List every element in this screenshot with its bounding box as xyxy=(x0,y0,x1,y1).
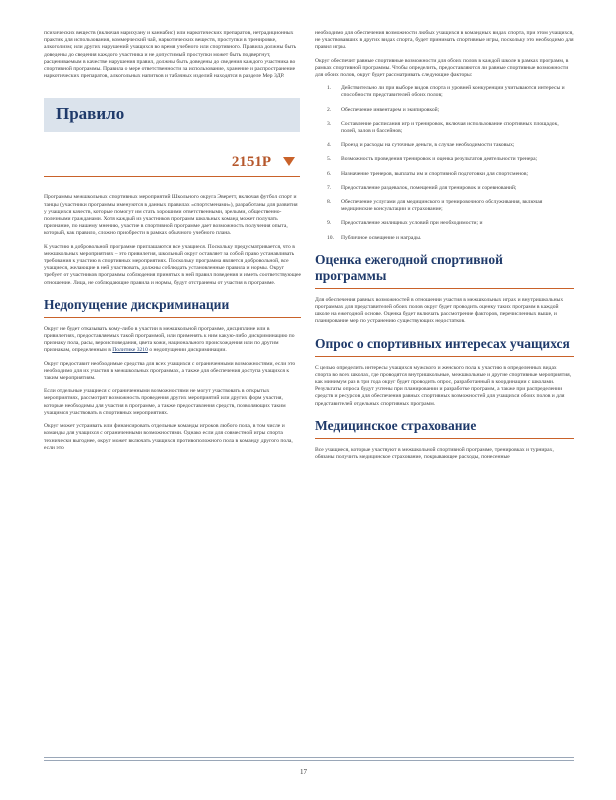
list-number: 9. xyxy=(327,220,332,227)
list-number: 10. xyxy=(327,234,334,241)
nondiscrimination-paragraph-1 xyxy=(44,326,301,355)
nondiscrimination-paragraph-2: Округ предоставит необходимые средства для всех учащихся с ограниченными возможностями, если это необходимо для их участия в межшкольных программах, а также для обеспечения доступа учащихся к таким мероприятиям. xyxy=(44,360,296,382)
right-column xyxy=(315,30,574,467)
rule-divider xyxy=(44,176,300,177)
list-number: 5. xyxy=(327,156,332,163)
policy-link[interactable]: Политике 3210 xyxy=(112,347,148,354)
list-number: 4. xyxy=(327,142,332,149)
rule-paragraph-1: Программы межшкольных спортивных мероприятий Школьного округа Эверетт, включая футбол спорт и танцы (участники программы именуются в данных правилах «спортсменами»), разработаны для развития у учащихся качеств, которые помогут им стать хорошими ответственными, зрелыми, общественно-полезными гражданами. Хотя каждый из участников программ школьных команд может получать признание, по нашему мнению, участие в спортивной программе дает возможность получения опыта, который, как правило, сложно приобрести в рамках обычного учебного плана. xyxy=(44,194,298,237)
list-number: 2. xyxy=(327,106,332,113)
list-number: 8. xyxy=(327,199,332,206)
list-item xyxy=(315,107,574,114)
section-divider xyxy=(315,356,574,357)
evaluation-paragraph: Для обеспечения равных возможностей в отношении участия в межшкольных играх и внутришкольных программах для представителей обоих полов округ будет проводить оценку таких программ в каждой школе на ежегодной основе. Оценка будет включать рассмотрение факторов, перечисленных выше, и планирование мер по устранению существующих недостатков. xyxy=(315,296,564,325)
survey-paragraph: С целью определить интересы учащихся мужского и женского пола к участию в определенных видах спорта во всех школах, где проводятся внутришкольные, межшкольные и другие спортивные мероприятия, как минимум раз в три года округ будет проводить опрос, разработанный в координации с школами. Результаты опроса будут учтены при планировании и разработке программ, а также при распределении средств и ресурсов для обеспечения равных спортивных возможностей для учащихся обоих полов и для представителей отдельных спортивных программ. xyxy=(315,364,572,407)
continuation-paragraph: необходимо для обеспечения возможности любых учащихся в командных видах спорта, при этом учащихся, не участвовавших в других видах спорта, будет принимать спортивные игры, поскольку это необходимо для правил игры. xyxy=(315,30,574,51)
list-item xyxy=(315,220,574,227)
list-item xyxy=(315,142,574,149)
intro-paragraph: психических веществ (включая марихуану и каннабис) или наркотических препаратов, нетрадиционных практик для использования, коммерческий чай, наркотических веществ, проступки в тренировке, алкоголизм; или других нарушений учащихся во время учебного или спортивного. Правила должны быть доведены до сведения каждого участника и не допустимый проступки может быть подвергнут, расцениваемым в качестве нарушения правил, должны быть доведены до сведения каждого участника во спортивной программы. Правила о мере ответственности за использование, хранение и распространение наркотических препаратов, алкогольных напитков и табачных изделий находятся в разделе Мер 3ДР. xyxy=(44,30,297,80)
list-text: Составление расписания игр и тренировок, включая использование спортивных площадок, полей, залов и бассейнов; xyxy=(341,120,559,135)
list-item xyxy=(315,156,574,163)
medical-section xyxy=(315,418,574,439)
list-text: Предоставление раздевалок, помещений для тренировок и соревнований; xyxy=(341,184,517,191)
para-text: о недопущении дискриминации. xyxy=(149,347,227,354)
list-text: Назначение тренеров, выплаты им и спортивной подготовки для спортсменов; xyxy=(341,170,529,177)
medical-paragraph: Все учащиеся, которые участвуют в межшкольной спортивной программе, тренировках и турнирах, обязаны получить медицинское страхование, покрывающее расходы, понесенные xyxy=(315,446,554,461)
footer-rule xyxy=(44,757,574,761)
list-text: Возможность проведения тренировок и оценка результатов деятельности тренера; xyxy=(341,156,538,163)
list-item xyxy=(315,199,574,213)
nondiscrimination-heading: Недопущение дискриминации xyxy=(44,296,230,312)
survey-section xyxy=(315,336,574,357)
triangle-marker-icon xyxy=(283,157,295,166)
list-item xyxy=(315,185,574,192)
list-number: 7. xyxy=(327,184,332,191)
rule-paragraph-2: К участию в добровольной программе приглашаются все учащиеся. Поскольку предусматривается, что в межшкольных мероприятиях – это привилегия, школьный округ оставляет за собой право устанавливать требования к участию в спортивных мероприятиях. Поскольку программа является добровольной, все учащиеся, желающие в ней участвовать, должны соблюдать установленные правила и нормы. Округ требует от участников программы соблюдения принятых в ней правил поведения и иметь соответствующее отношение. Лица, не соблюдающие правила и нормы, будут отстранены от участия в программе. xyxy=(44,243,302,286)
evaluation-section xyxy=(315,252,574,289)
list-text: Проезд и расходы на суточные деньги, в случае необходимости таковых; xyxy=(341,142,515,149)
list-number: 6. xyxy=(327,170,332,177)
survey-heading: Опрос о спортивных интересах учащихся xyxy=(315,335,570,351)
para-text: Округ не будет отказывать кому-либо в участии в межшкольной программе, дисциплине или в привилегиях, предоставляемых такой программой, или применять к ним какую-либо дискриминацию по признаку пола, расы, вероисповедания, цвета кожи, национального происхождения или по другим признакам, определенным в xyxy=(44,325,295,354)
footer-line xyxy=(44,757,574,758)
nondiscrimination-section xyxy=(44,297,301,318)
factors-list xyxy=(315,85,574,242)
page-number: 17 xyxy=(300,768,307,776)
nondiscrimination-paragraph-4: Округ может устраивать или финансировать отдельные команды игроков любого пола, в том числе и команды для учащихся с ограниченными возможностями. Однако если для совместной игры спорта технически выгоднее, округ может включать учащихся противоположного пола в команду другого пола, если это xyxy=(44,423,293,451)
list-text: Обеспечение инвентарем и экипировкой; xyxy=(341,106,440,113)
list-item xyxy=(315,121,574,135)
footer-line xyxy=(44,760,574,761)
list-number: 1. xyxy=(327,85,332,92)
list-item xyxy=(315,171,574,178)
list-text: Публичное освещение и награды. xyxy=(341,234,422,241)
left-column xyxy=(44,30,301,458)
list-text: Обеспечение услугами для медицинского и тренировочного обслуживания, включая медицинские консультации и страхование; xyxy=(341,199,543,213)
medical-heading: Медицинское страхование xyxy=(315,417,477,433)
evaluation-heading: Оценка ежегодной спортивной программы xyxy=(315,251,503,283)
rule-number: 2151Р xyxy=(231,154,271,171)
rule-header xyxy=(44,86,301,194)
list-item xyxy=(315,85,574,99)
rule-title: Правило xyxy=(56,104,125,124)
list-number: 3. xyxy=(327,120,332,127)
section-divider xyxy=(315,288,574,289)
nondiscrimination-paragraph-3: Если отдельные учащиеся с ограниченными возможностями не могут участвовать в открытых мероприятиях, рассмотрят возможность проведения других мероприятий или других форм участия, которые необходимы для участия в программе, а также предоставления средств, позволяющих таким учащимся участвовать в спортивных мероприятиях. xyxy=(44,388,286,416)
list-text: Предоставление жилищных условий при необходимости; и xyxy=(341,220,483,227)
section-divider xyxy=(315,438,574,439)
list-item xyxy=(315,235,574,242)
factors-intro: Округ обеспечит равные спортивные возможности для обоих полов в каждой школе в рамках программ, в рамках спортивной программы. Чтобы определить, предоставляются ли равные спортивные возможности для обоих полов, округ будет рассматривать следующие факторы: xyxy=(315,57,569,79)
rule-title-box xyxy=(44,98,300,132)
section-divider xyxy=(44,317,301,318)
list-text: Действительно ли при выборе видов спорта и уровней конкуренции учитываются интересы и способности представителей обоих полов; xyxy=(341,85,565,99)
